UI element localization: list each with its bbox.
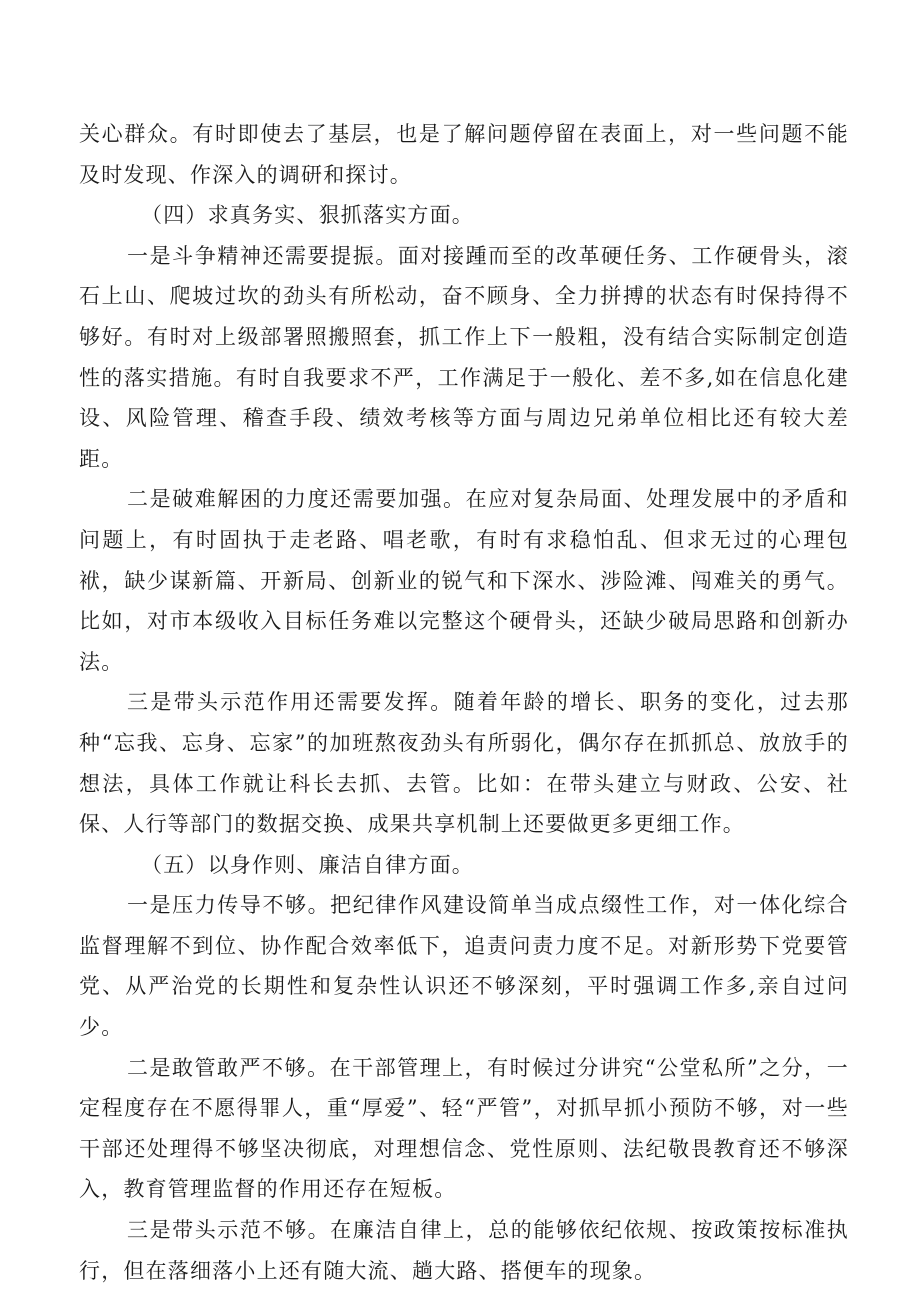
paragraph-continuation: 关心群众。有时即使去了基层，也是了解问题停留在表面上，对一些问题不能及时发现、作深入的调研和探讨。	[79, 122, 849, 187]
section-heading-five: （五）以身作则、廉洁自律方面。	[141, 852, 474, 877]
paragraph-leading-role: 三是带头示范作用还需要发挥。随着年龄的增长、职务的变化，过去那种“忘我、忘身、忘家”的加班熬夜劲头有所弱化，偶尔存在抓抓总、放放手的想法，具体工作就让科长去抓、去管。比如：在带头建立与财政、公安、社保、人行等部门的数据交换、成果共享机制上还要做更多更细工作。	[79, 690, 849, 837]
paragraph-pressure-transmission: 一是压力传导不够。把纪律作风建设简单当成点缀性工作，对一体化综合监督理解不到位、协作配合效率低下，追责问责力度不足。对新形势下党要管党、从严治党的长期性和复杂性认识还不够深刻，平时强调工作多,亲自过问少。	[79, 893, 849, 1040]
document-body	[79, 114, 849, 1291]
paragraph-exemplary-role: 三是带头示范不够。在廉洁自律上，总的能够依纪依规、按政策按标准执行，但在落细落小上还有随大流、趟大路、搭便车的现象。	[79, 1218, 849, 1283]
section-heading-four: （四）求真务实、狠抓落实方面。	[141, 203, 474, 228]
paragraph-overcoming-difficulties: 二是破难解困的力度还需要加强。在应对复杂局面、处理发展中的矛盾和问题上，有时固执于走老路、唱老歌，有时有求稳怕乱、但求无过的心理包袱，缺少谋新篇、开新局、创新业的锐气和下深水、涉险滩、闯难关的勇气。比如，对市本级收入目标任务难以完整这个硬骨头，还缺少破局思路和创新办法。	[79, 487, 849, 674]
paragraph-fighting-spirit: 一是斗争精神还需要提振。面对接踵而至的改革硬任务、工作硬骨头，滚石上山、爬坡过坎的劲头有所松动，奋不顾身、全力拼搏的状态有时保持得不够好。有时对上级部署照搬照套，抓工作上下一般粗，没有结合实际制定创造性的落实措施。有时自我要求不严，工作满足于一般化、差不多,如在信息化建设、风险管理、稽查手段、绩效考核等方面与周边兄弟单位相比还有较大差距。	[79, 243, 849, 471]
paragraph-strict-management: 二是敢管敢严不够。在干部管理上，有时候过分讲究“公堂私所”之分，一定程度存在不愿得罪人，重“厚爱”、轻“严管”，对抓早抓小预防不够，对一些干部还处理得不够坚决彻底，对理想信念、党性原则、法纪敬畏教育还不够深入，教育管理监督的作用还存在短板。	[79, 1055, 849, 1202]
